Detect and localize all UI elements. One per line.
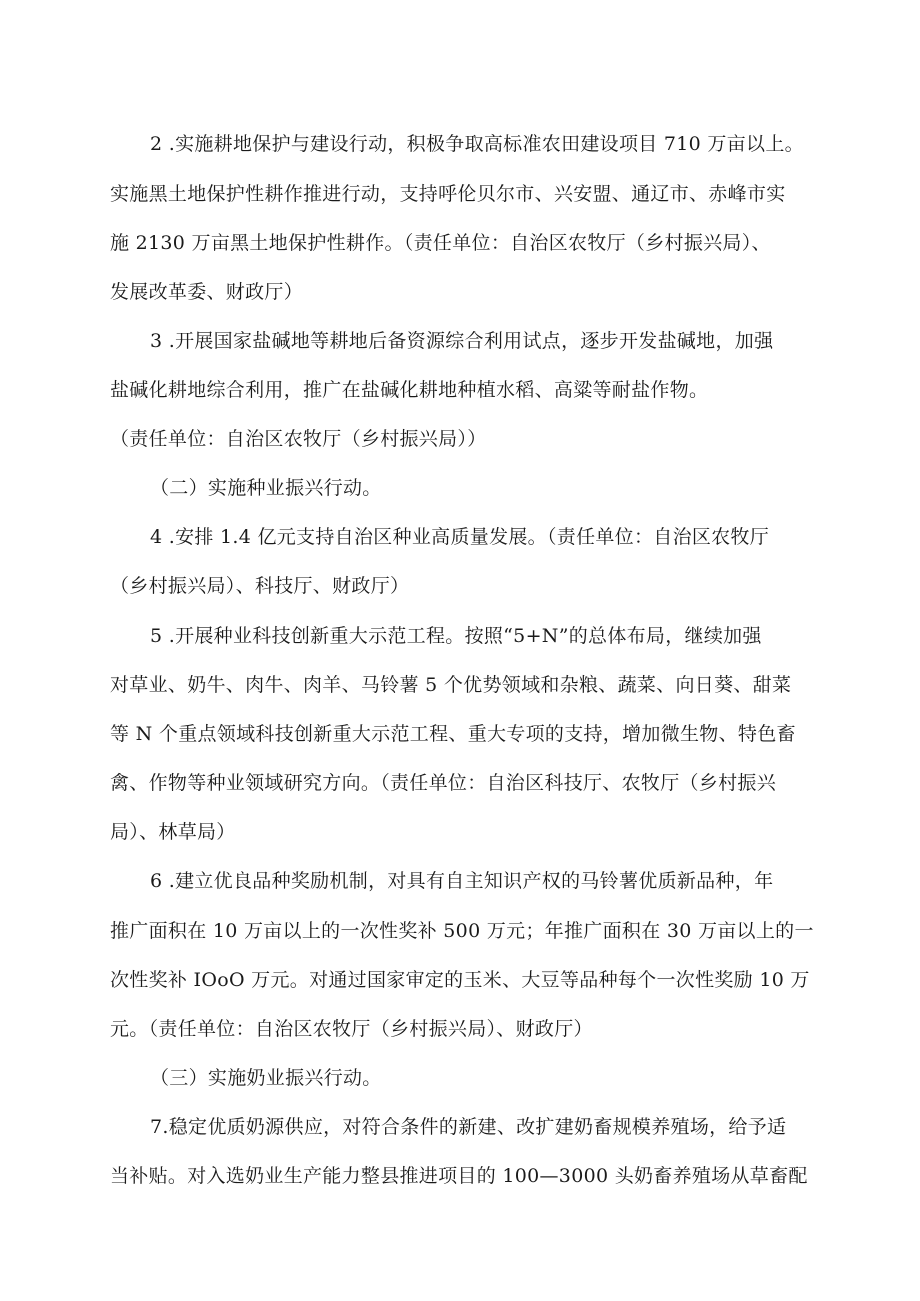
text-line: 2 .实施耕地保护与建设行动，积极争取高标准农田建设项目 710 万亩以上。 <box>150 133 804 155</box>
text-line: （责任单位：自治区农牧厅（乡村振兴局）） <box>110 428 487 450</box>
text-line: 元。（责任单位：自治区农牧厅（乡村振兴局）、财政厅） <box>110 1018 593 1040</box>
section-heading: （二）实施种业振兴行动。 <box>150 477 382 499</box>
text-line: 局）、林草局） <box>110 821 236 843</box>
text-line: 4 .安排 1.4 亿元支持自治区种业高质量发展。（责任单位：自治区农牧厅 <box>150 526 770 548</box>
text-line: 7.稳定优质奶源供应，对符合条件的新建、改扩建奶畜规模养殖场，给予适 <box>150 1116 787 1138</box>
text-line: 等 N 个重点领域科技创新重大示范工程、重大专项的支持，增加微生物、特色畜 <box>110 723 796 745</box>
text-line: 实施黑土地保护性耕作推进行动，支持呼伦贝尔市、兴安盟、通辽市、赤峰市实 <box>110 183 786 205</box>
text-line: 当补贴。对入选奶业生产能力整县推进项目的 100—3000 头奶畜养殖场从草畜配 <box>110 1165 808 1187</box>
text-line: 禽、作物等种业领域研究方向。（责任单位：自治区科技厅、农牧厅（乡村振兴 <box>110 772 777 794</box>
text-line: 次性奖补 IOoO 万元。对通过国家审定的玉米、大豆等品种每个一次性奖励 10 万 <box>110 969 810 991</box>
text-line: 盐碱化耕地综合利用，推广在盐碱化耕地种植水稻、高粱等耐盐作物。 <box>110 379 709 401</box>
text-line: 对草业、奶牛、肉牛、肉羊、马铃薯 5 个优势领域和杂粮、蔬菜、向日葵、甜菜 <box>110 674 792 696</box>
text-line: 发展改革委、财政厅） <box>110 281 304 303</box>
text-line: 推广面积在 10 万亩以上的一次性奖补 500 万元；年推广面积在 30 万亩以上的一 <box>110 920 814 942</box>
text-line: 施 2130 万亩黑土地保护性耕作。（责任单位：自治区农牧厅（乡村振兴局）、 <box>110 232 771 254</box>
text-line: 6 .建立优良品种奖励机制，对具有自主知识产权的马铃薯优质新品种，年 <box>150 870 774 892</box>
text-line: （乡村振兴局）、科技厅、财政厅） <box>110 575 410 597</box>
text-line: 5 .开展种业科技创新重大示范工程。按照“5+N”的总体布局，继续加强 <box>150 625 762 647</box>
text-line: 3 .开展国家盐碱地等耕地后备资源综合利用试点，逐步开发盐碱地，加强 <box>150 330 774 352</box>
section-heading: （三）实施奶业振兴行动。 <box>150 1067 382 1089</box>
